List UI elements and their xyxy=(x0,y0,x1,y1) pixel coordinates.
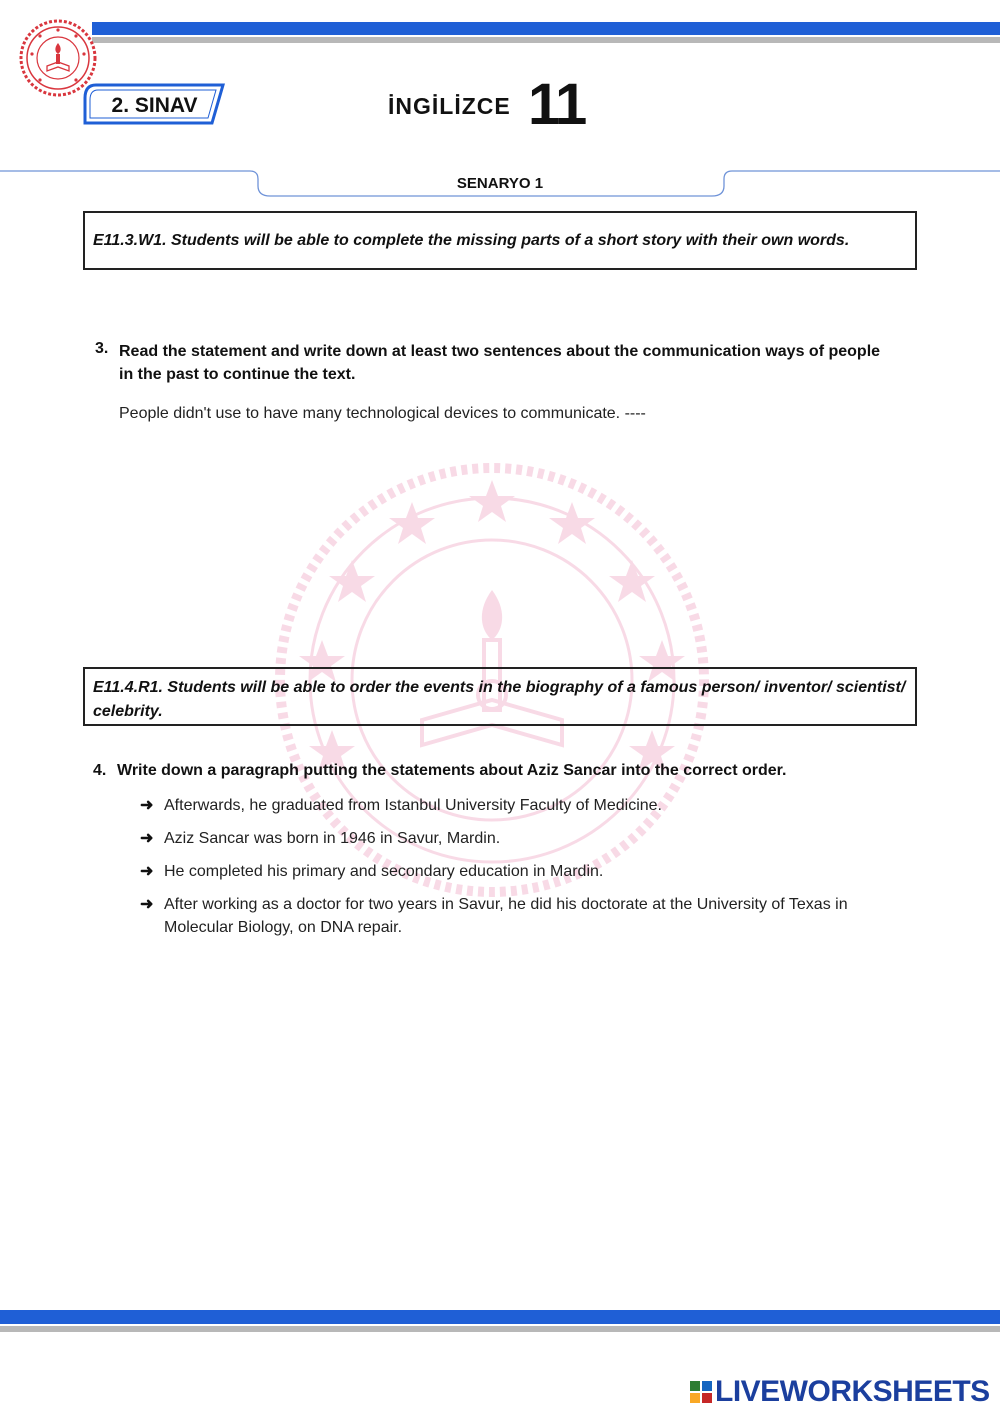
arrow-icon: ➜ xyxy=(140,797,154,814)
scenario-label: SENARYO 1 xyxy=(456,175,544,192)
question-3-statement: People didn't use to have many technological devices to communicate. ---- xyxy=(119,405,646,422)
subject-title: İNGİLİZCE xyxy=(388,93,511,119)
objective-text-1: E11.3.W1. Students will be able to complete the missing parts of a short story with their own words. xyxy=(93,231,850,249)
grade-number: 11 xyxy=(528,72,586,137)
brand-name: LIVEWORKSHEETS xyxy=(715,1375,990,1408)
header-stripe-gray xyxy=(92,37,1000,43)
arrow-icon: ➜ xyxy=(140,830,154,847)
question-4-prompt: Write down a paragraph putting the statements about Aziz Sancar into the correct order. xyxy=(117,762,787,779)
objective-text-2: E11.4.R1. Students will be able to order the events in the biography of a famous person/ inventor/ scientist/ celebrity. xyxy=(93,679,906,720)
question-4-number: 4. xyxy=(93,762,107,779)
list-item: Afterwards, he graduated from Istanbul University Faculty of Medicine. xyxy=(164,797,662,814)
list-item: After working as a doctor for two years in Savur, he did his doctorate at the University of Texas in Molecular Biology, on DNA repair. xyxy=(164,896,848,936)
objective-box-1 xyxy=(83,211,917,270)
liveworksheets-logo-icon xyxy=(690,1381,712,1403)
header-stripe-blue xyxy=(92,22,1000,35)
arrow-icon: ➜ xyxy=(140,896,154,913)
liveworksheets-brand[interactable] xyxy=(690,1375,990,1409)
question-3-number: 3. xyxy=(95,340,109,357)
footer-stripe-blue xyxy=(0,1310,1000,1324)
list-item: Aziz Sancar was born in 1946 in Savur, Mardin. xyxy=(164,830,501,847)
objective-box-2 xyxy=(83,667,917,726)
footer-stripe-gray xyxy=(0,1326,1000,1332)
list-item: He completed his primary and secondary education in Mardin. xyxy=(164,863,604,880)
arrow-icon: ➜ xyxy=(140,863,154,880)
exam-label: 2. SINAV xyxy=(111,93,198,117)
question-3-prompt: Read the statement and write down at least two sentences about the communication ways of people in the past to continue the text. xyxy=(119,343,881,383)
